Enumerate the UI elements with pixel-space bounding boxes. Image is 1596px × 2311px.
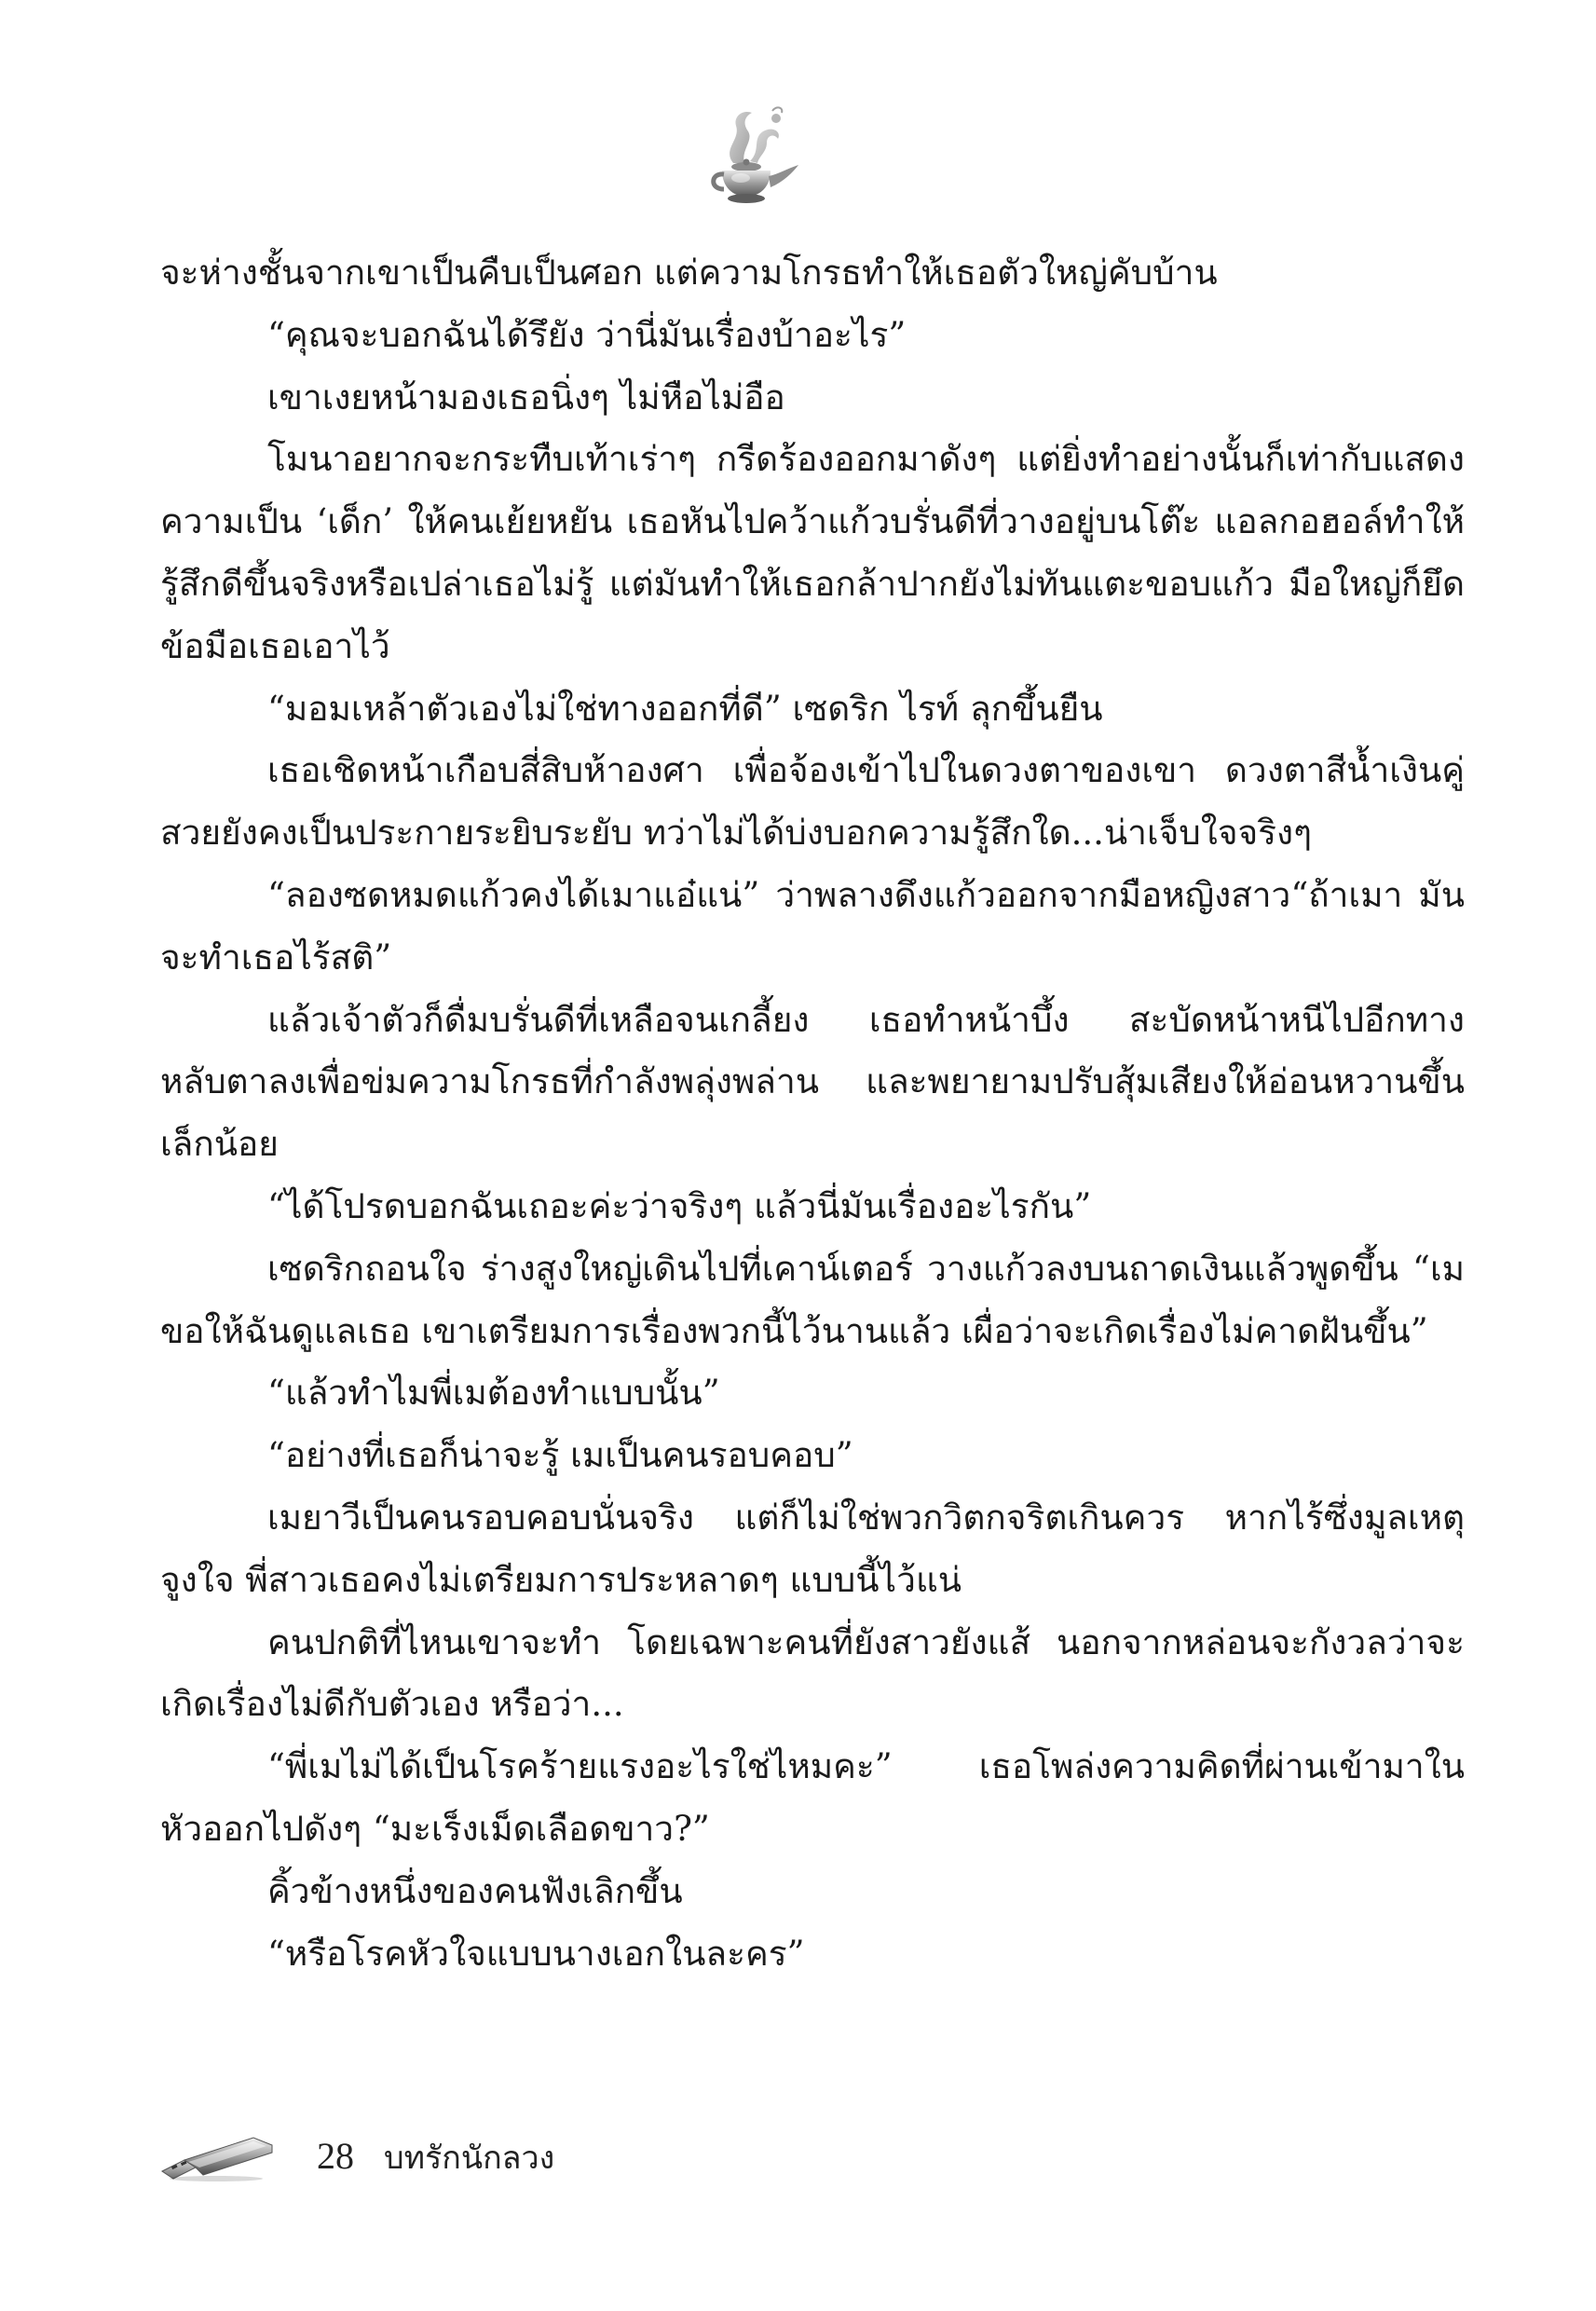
paragraph: “อย่างที่เธอก็น่าจะรู้ เมเป็นคนรอบคอบ” <box>267 1435 853 1476</box>
paragraph: “พี่เมไม่ได้เป็นโรคร้ายแรงอะไรใช่ไหมคะ” เธอโพล่งความคิดที่ผ่านเข้ามาในหัวออกไปดังๆ “มะเร็งเม็ดเลือดขาว?” <box>160 1746 1465 1849</box>
book-title: บทรักนักลวง <box>384 2140 555 2177</box>
paragraph: “หรือโรคหัวใจแบบนางเอกในละคร” <box>267 1933 805 1974</box>
paragraph: “ลองซดหมดแก้วคงได้เมาแอ๋แน่” ว่าพลางดึงแก้วออกจากมือหญิงสาว“ถ้าเมา มันจะทำเธอไร้สติ” <box>160 874 1465 978</box>
paragraph: “แล้วทำไมพี่เมต้องทำแบบนั้น” <box>267 1373 720 1414</box>
page-footer <box>160 2129 812 2195</box>
story-text <box>160 242 1465 1985</box>
paragraph: จะห่างชั้นจากเขาเป็นคืบเป็นศอก แต่ความโกรธทำให้เธอตัวใหญ่คับบ้าน <box>160 253 1218 293</box>
paragraph: “มอมเหล้าตัวเองไม่ใช่ทางออกที่ดี” เซดริก ไรท์ ลุกขึ้นยืน <box>267 688 1103 729</box>
usb-drive-icon <box>160 2134 274 2182</box>
paragraph: คนปกติที่ไหนเขาจะทำ โดยเฉพาะคนที่ยังสาวยังแส้ นอกจากหล่อนจะกังวลว่าจะเกิดเรื่องไม่ดีกับตัวเอง หรือว่า... <box>160 1621 1465 1725</box>
page-number: 28 <box>317 2135 354 2177</box>
paragraph: เธอเชิดหน้าเกือบสี่สิบห้าองศา เพื่อจ้องเข้าไปในดวงตาของเขา ดวงตาสีน้ำเงินคู่สวยยังคงเป็นประกายระยิบระยับ ทว่าไม่ได้บ่งบอกความรู้สึกใด...น่าเจ็บใจจริงๆ <box>160 750 1465 854</box>
paragraph: โมนาอยากจะกระทืบเท้าเร่าๆ กรีดร้องออกมาดังๆ แต่ยิ่งทำอย่างนั้นก็เท่ากับแสดงความเป็น ‘เด็ก’ ให้คนเย้ยหยัน เธอหันไปคว้าแก้วบรั่นดีที่วางอยู่บนโต๊ะ แอลกอฮอล์ทำให้รู้สึกดีขึ้นจริงหรือเปล่าเธอไม่รู้ แต่มันทำให้เธอกล้าปากยังไม่ทันแตะขอบแก้ว มือใหญ่ก็ยึดข้อมือเธอเอาไว้ <box>160 439 1465 666</box>
paragraph: เซดริกถอนใจ ร่างสูงใหญ่เดินไปที่เคาน์เตอร์ วางแก้วลงบนถาดเงินแล้วพูดขึ้น “เมขอให้ฉันดูแลเธอ เขาเตรียมการเรื่องพวกนี้ไว้นานแล้ว เผื่อว่าจะเกิดเรื่องไม่คาดฝันขึ้น” <box>160 1248 1465 1351</box>
teapot-ornament-icon <box>685 98 806 219</box>
paragraph: เมยาวีเป็นคนรอบคอบนั่นจริง แต่ก็ไม่ใช่พวกวิตกจริตเกินควร หากไร้ซึ่งมูลเหตุจูงใจ พี่สาวเธอคงไม่เตรียมการประหลาดๆ แบบนี้ไว้แน่ <box>160 1497 1465 1600</box>
paragraph: “คุณจะบอกฉันได้รึยัง ว่านี่มันเรื่องบ้าอะไร” <box>267 314 907 355</box>
paragraph: แล้วเจ้าตัวก็ดื่มบรั่นดีที่เหลือจนเกลี้ยง เธอทำหน้าบึ้ง สะบัดหน้าหนีไปอีกทาง หลับตาลงเพื่อข่มความโกรธที่กำลังพลุ่งพล่าน และพยายามปรับสุ้มเสียงให้อ่อนหวานขึ้นเล็กน้อย <box>160 999 1465 1165</box>
paragraph: “ได้โปรดบอกฉันเถอะค่ะว่าจริงๆ แล้วนี่มันเรื่องอะไรกัน” <box>267 1185 1092 1226</box>
paragraph: คิ้วข้างหนึ่งของคนฟังเลิกขึ้น <box>267 1870 683 1911</box>
paragraph: เขาเงยหน้ามองเธอนิ่งๆ ไม่หือไม่อือ <box>267 376 785 417</box>
